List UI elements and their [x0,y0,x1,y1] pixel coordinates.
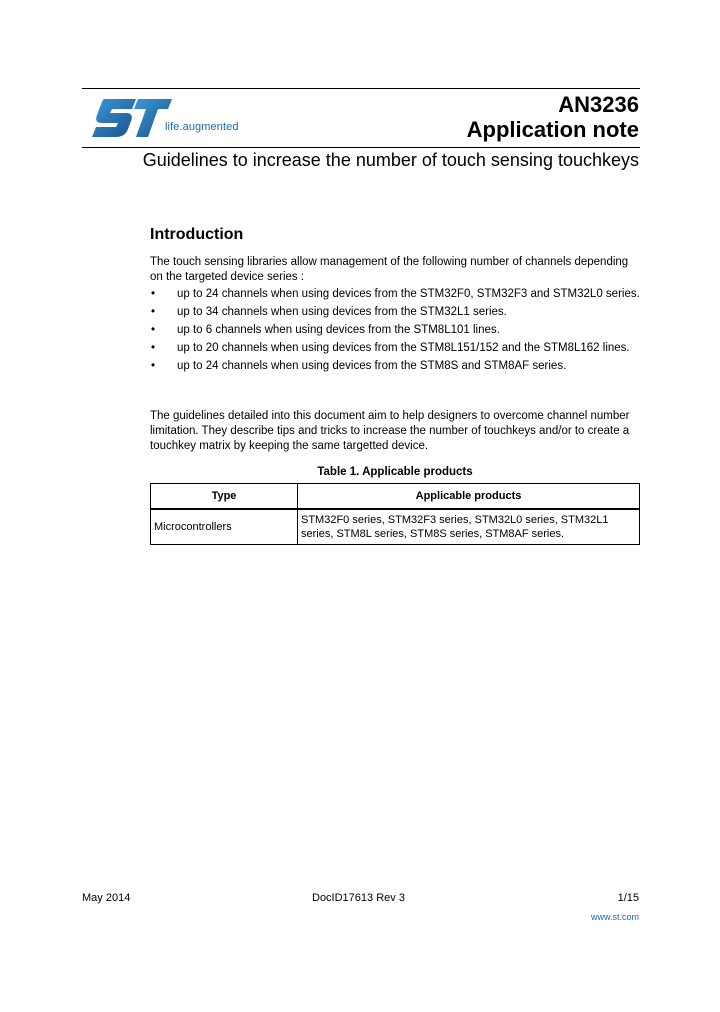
footer-page-number: 1/15 [617,892,639,904]
brand-tagline: life.augmented [165,121,239,133]
top-rule [82,88,640,89]
bullet-dot-icon: • [151,342,156,354]
bullet-text: up to 6 channels when using devices from the STM8L101 lines. [177,324,500,336]
bullet-dot-icon: • [151,360,156,372]
table-header-row [151,484,640,510]
document-type: Application note [466,117,639,142]
channel-bullet-list [150,287,640,377]
document-number: AN3236 [558,92,639,117]
guidelines-paragraph: The guidelines detailed into this document aim to help designers to overcome channel number limitation. They describe tips and tricks to increase the number of touchkeys and/or to create a touchkey matrix by keeping the same targetted device. [150,410,630,452]
header-rule [82,147,640,148]
bullet-item [150,323,640,338]
document-subtitle: Guidelines to increase the number of touch sensing touchkeys [142,150,639,170]
bullet-dot-icon: • [151,288,156,300]
table-header-type: Type [151,484,298,510]
bullet-item [150,341,640,356]
section-title-introduction: Introduction [150,226,244,243]
table-caption: Table 1. Applicable products [317,466,473,478]
bullet-text: up to 34 channels when using devices from the STM32L1 series. [177,306,507,318]
bullet-text: up to 24 channels when using devices from the STM32F0, STM32F3 and STM32L0 series. [177,288,640,300]
footer-website-link[interactable]: www.st.com [590,912,639,922]
footer-date: May 2014 [82,892,131,904]
bullet-item [150,359,640,374]
table-cell-products: STM32F0 series, STM32F3 series, STM32L0 series, STM32L1 series, STM8L series, STM8S series, STM8AF series. [298,509,640,545]
bullet-text: up to 20 channels when using devices from the STM8L151/152 and the STM8L162 lines. [177,342,630,354]
bullet-dot-icon: • [151,324,156,336]
table-header-products: Applicable products [298,484,640,510]
intro-paragraph: The touch sensing libraries allow management of the following number of channels depending on the targeted device series : [150,256,629,283]
bullet-text: up to 24 channels when using devices from the STM8S and STM8AF series. [177,360,567,372]
bullet-item [150,287,640,302]
table-row [151,509,640,545]
table-cell-type: Microcontrollers [151,509,298,545]
bullet-item [150,305,640,320]
applicable-products-table [150,483,640,545]
st-logo-icon [90,97,172,141]
footer-doc-id: DocID17613 Rev 3 [312,892,405,904]
bullet-dot-icon: • [151,306,156,318]
